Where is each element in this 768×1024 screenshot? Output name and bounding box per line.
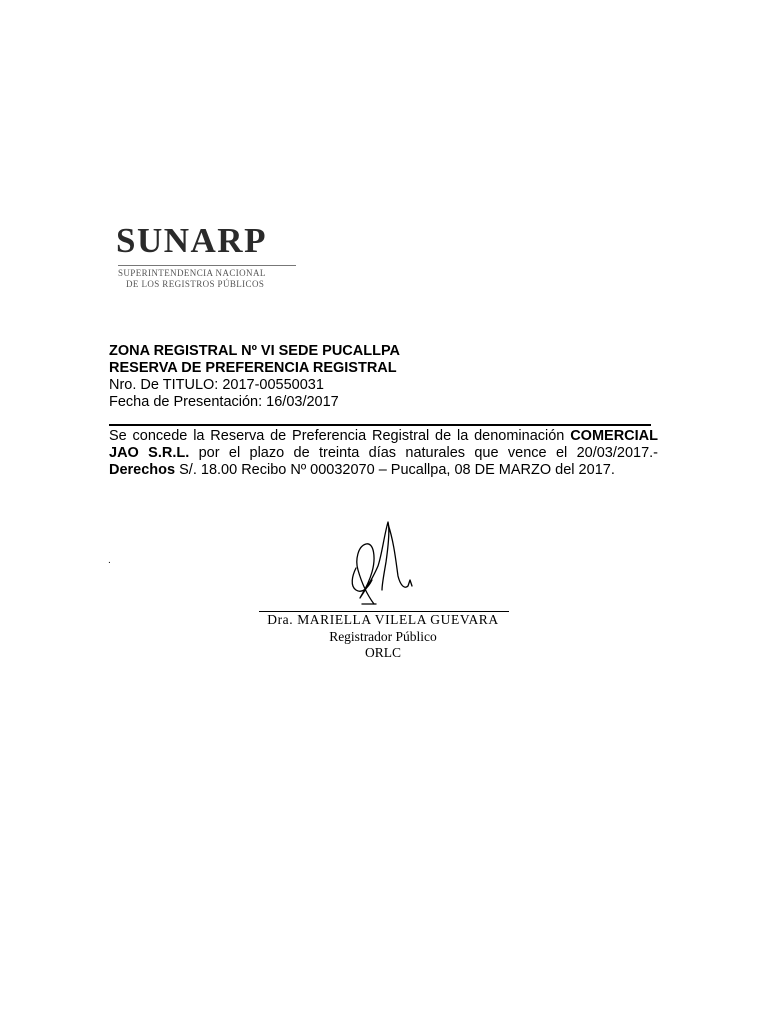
logo-divider: [118, 265, 296, 266]
body-text-part3: S/. 18.00 Recibo Nº 00032070 – Pucallpa, 08 DE MARZO del 2017.: [175, 462, 615, 478]
logo-wordmark: SUNARP: [116, 221, 267, 260]
body-paragraph: [109, 428, 658, 479]
signer-block: [230, 612, 536, 662]
derechos-label: Derechos: [109, 462, 176, 478]
company-name: COMERCIAL JAO S.R.L.: [109, 428, 658, 461]
presentation-date: Fecha de Presentación: 16/03/2017: [109, 394, 339, 410]
signer-name: Dra. MARIELLA VILELA GUEVARA: [267, 612, 499, 627]
logo-subtitle-line2: DE LOS REGISTROS PÚBLICOS: [126, 279, 265, 289]
header-underline: [109, 424, 651, 426]
titulo-number: Nro. De TITULO: 2017-00550031: [109, 377, 324, 393]
zone-heading: ZONA REGISTRAL Nº VI SEDE PUCALLPA: [109, 343, 401, 359]
stray-dot: .: [108, 555, 111, 566]
handwritten-signature: [338, 518, 418, 610]
signer-office: ORLC: [364, 645, 401, 660]
logo-subtitle-line1: SUPERINTENDENCIA NACIONAL: [118, 268, 266, 278]
document-title: RESERVA DE PREFERENCIA REGISTRAL: [109, 360, 397, 376]
document-header: [109, 343, 661, 411]
signer-role: Registrador Público: [329, 628, 437, 644]
body-text-part2: por el plazo de treinta días naturales que vence el 20/03/2017.-: [189, 445, 658, 461]
sunarp-logo: [116, 222, 306, 292]
body-text-part1: Se concede la Reserva de Preferencia Registral de la denominación: [109, 428, 571, 444]
